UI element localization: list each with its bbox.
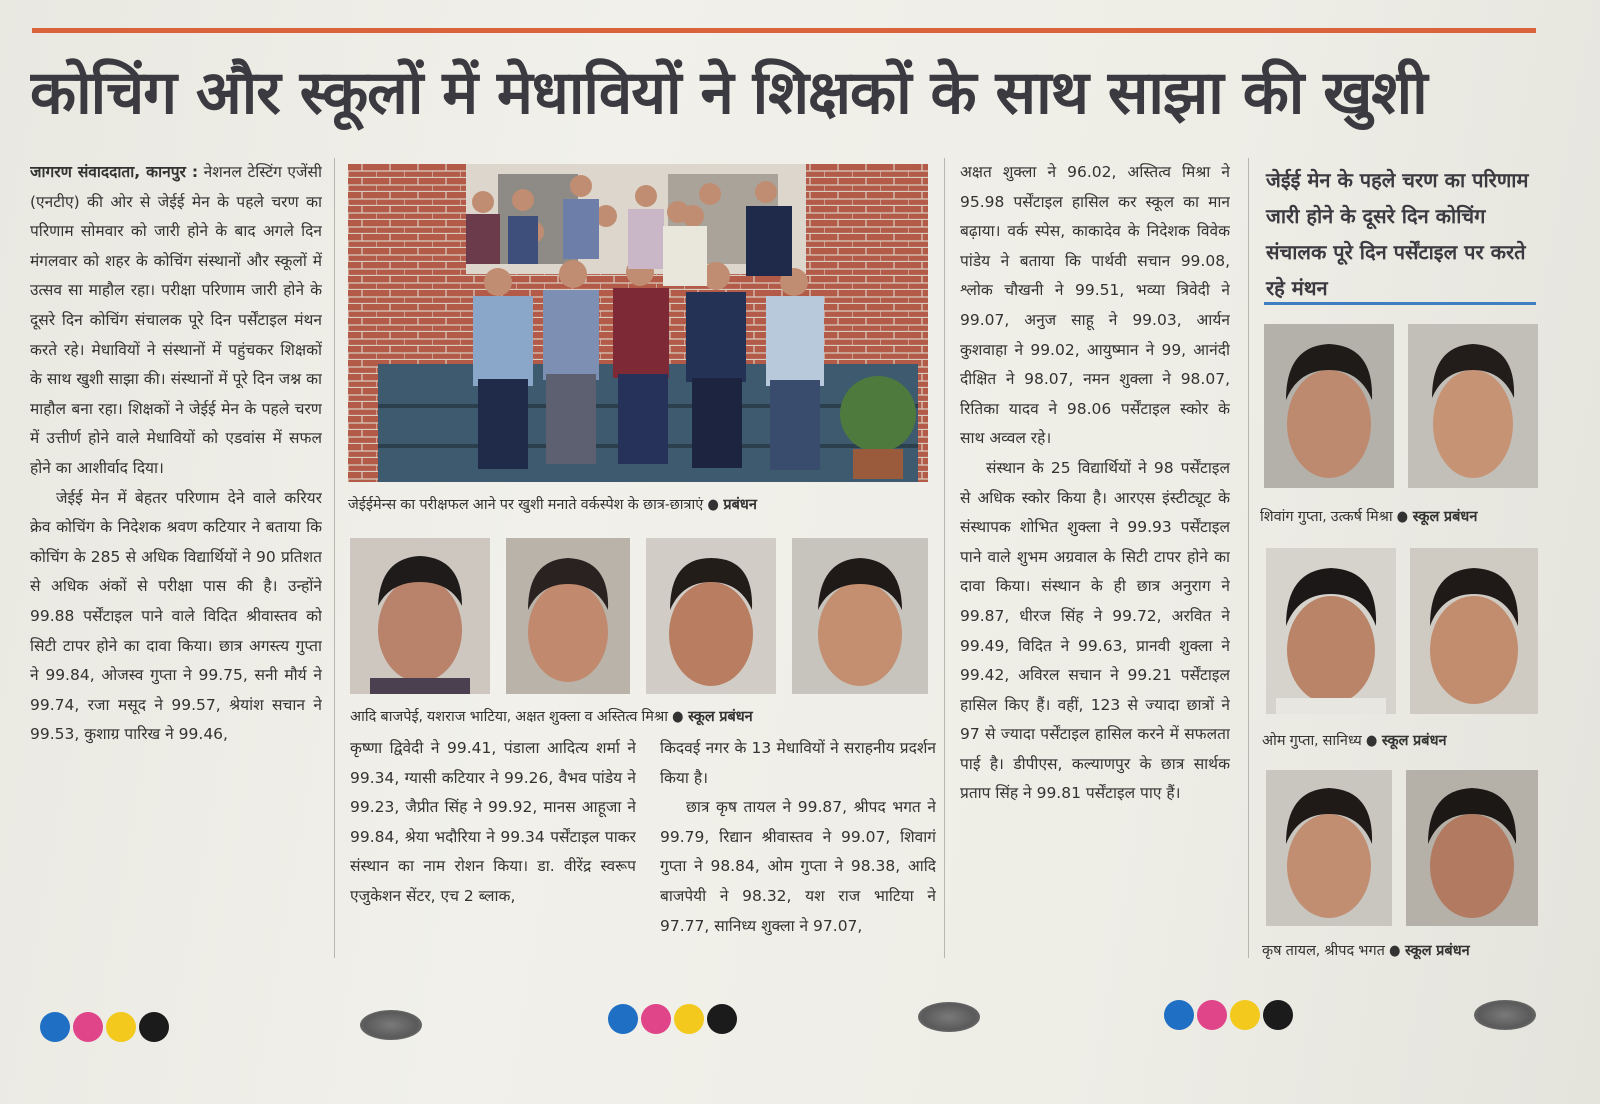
article-column-4 xyxy=(960,158,1230,978)
black-dot xyxy=(707,1004,737,1034)
portrait-caption xyxy=(1260,506,1477,526)
paragraph: छात्र कृष तायल ने 99.87, श्रीपद भगत ने 99.79, रिद्यान श्रीवास्तव ने 99.07, शिवागं गुप्ता ने 98.84, ओम गुप्ता ने 98.38, आदि बाजपेयी ने 98.32, यश राज भाटिया ने 97.77, सानिध्य शुक्ला ने 97.07, xyxy=(660,798,936,935)
group-photo-caption xyxy=(348,494,757,514)
sidebar-headline: जेईई मेन के पहले चरण का परिणाम जारी होने के दूसरे दिन कोचिंग संचालक पूरे दिन पर्सेंटाइल पर करते रहे मंथन xyxy=(1266,168,1529,300)
yellow-dot xyxy=(1230,1000,1260,1030)
yellow-dot xyxy=(674,1004,704,1034)
portrait-photo xyxy=(1264,324,1394,488)
photo-credit: ● स्कूल प्रबंधन xyxy=(1389,943,1470,959)
portrait-photo xyxy=(1406,770,1538,926)
portrait-photo xyxy=(1266,548,1396,714)
photo-credit: ● स्कूल प्रबंधन xyxy=(672,709,753,725)
article-column-3a xyxy=(350,734,636,974)
top-rule xyxy=(32,28,1536,33)
sidebar-rule xyxy=(1264,302,1536,305)
yellow-dot xyxy=(106,1012,136,1042)
paragraph: जेईई मेन में बेहतर परिणाम देने वाले करियर क्रेव कोचिंग के निदेशक श्रवण कटियार ने बताया कि कोचिंग के 285 से अधिक विद्यार्थियों ने 90 प्रतिशत से अधिक अंकों से परीक्षा पास की है। उन्होंने 99.88 पर्सेंटाइल पाने वाले विदित श्रीवास्तव को सिटी टापर होने का दावा किया। छात्र अगस्त्य गुप्ता ने 99.84, ओजस्व गुप्ता ने 99.75, सनी मौर्य ने 99.74, रजा मसूद ने 99.57, श्रेयांश सचान ने 99.53, कुशाग्र पारिख ने 99.46, xyxy=(30,488,322,744)
portrait-photo xyxy=(1266,770,1392,926)
portrait-photo xyxy=(792,538,928,694)
portrait-photo xyxy=(646,538,776,694)
paragraph: नेशनल टेस्टिंग एजेंसी (एनटीए) की ओर से जेईई मेन के पहले चरण का परिणाम सोमवार को जारी होने के बाद अगले दिन मंगलवार को शहर के कोचिंग संस्थानों और स्कूलों में उत्सव सा माहौल रहा। परीक्षा परिणाम जारी होने के दूसरे दिन कोचिंग संचालक पूरे दिन पर्सेंटाइल मंथन करते रहे। मेधावियों ने संस्थानों में पहुंचकर शिक्षकों के साथ खुशी साझा की। संस्थानों में पूरे दिन जश्न का माहौल बना रहा। शिक्षकों ने जेईई मेन के पहले चरण में उत्तीर्ण होने वाले मेधावियों को एडवांस में सफल होने का आशीर्वाद दिया। xyxy=(30,163,322,477)
photo-credit: ● प्रबंधन xyxy=(707,497,757,513)
group-photo xyxy=(348,164,928,482)
caption-text: जेईईमेन्स का परीक्षफल आने पर खुशी मनाते वर्कस्पेश के छात्र-छात्राएं xyxy=(348,497,704,513)
registration-mark xyxy=(360,1010,422,1040)
paragraph: संस्थान के 25 विद्यार्थियों ने 98 पर्सेंटाइल से अधिक स्कोर किया है। आरएस इंस्टीट्यूट के संस्थापक शोभित शुक्ला ने 99.93 पर्सेंटाइल पाने वाले शुभम अग्रवाल के सिटी टापर होने का दावा किया। संस्थान के ही छात्र अनुराग ने 99.87, धीरज सिंह ने 99.72, अरवित ने 99.49, विदित ने 99.63, प्रानवी शुक्ला ने 99.42, अविरल सचान ने 99.21 पर्सेंटाइल हासिल किए हैं। वहीं, 123 से ज्यादा छात्रों ने 97 से ज्यादा पर्सेंटाइल हासिल करने में सफलता पाई है। डीपीएस, कल्याणपुर के छात्र सार्थक प्रताप सिंह ने 99.81 पर्सेंटाइल पाए हैं। xyxy=(960,458,1230,803)
registration-mark xyxy=(918,1002,980,1032)
paragraph: कृष्णा द्विवेदी ने 99.41, पंडाला आदित्य शर्मा ने 99.34, ग्यासी कटियार ने 99.26, वैभव पांडेय ने 99.23, जैप्रीत सिंह ने 99.92, मानस आहूजा ने 99.84, श्रेया भदौरिया ने 99.34 पर्सेंटाइल पाकर संस्थान का नाम रोशन किया। डा. वीरेंद्र स्वरूप एजुकेशन सेंटर, एच 2 ब्लाक, xyxy=(350,739,636,905)
paragraph: किदवई नगर के 13 मेधावियों ने सराहनीय प्रदर्शन किया है। xyxy=(660,739,936,787)
registration-dots xyxy=(40,1012,169,1042)
portrait-caption xyxy=(1262,940,1470,960)
dateline: जागरण संवाददाता, कानपुर : xyxy=(30,163,199,181)
black-dot xyxy=(1263,1000,1293,1030)
caption-text: आदि बाजपेई, यशराज भाटिया, अक्षत शुक्ला व अस्तित्व मिश्रा xyxy=(350,709,668,725)
article-column-1 xyxy=(30,158,322,978)
article-column-3b xyxy=(660,734,936,974)
cyan-dot xyxy=(1164,1000,1194,1030)
paragraph: अक्षत शुक्ला ने 96.02, अस्तित्व मिश्रा ने 95.98 पर्सेंटाइल हासिल कर स्कूल का मान बढ़ाया। वर्क स्पेस, काकादेव के निदेशक विवेक पांडेय ने बताया कि पार्थवी सचान 99.08, श्लोक चौखनी ने 99.51, भव्या त्रिवेदी ने 99.07, अनुज साहू ने 99.03, आर्यन कुशवाहा ने 99.02, आयुष्मान ने 99, आनंदी दीक्षित ने 98.07, नमन शुक्ला ने 98.07, रितिका यादव ने 98.06 पर्सेंटाइल स्कोर के साथ अव्वल रहे। xyxy=(960,163,1230,448)
black-dot xyxy=(139,1012,169,1042)
magenta-dot xyxy=(641,1004,671,1034)
registration-dots xyxy=(1164,1000,1293,1030)
registration-mark xyxy=(1474,1000,1536,1030)
portrait-photo xyxy=(1408,324,1538,488)
cyan-dot xyxy=(40,1012,70,1042)
portrait-photo xyxy=(350,538,490,694)
photo-credit: ● स्कूल प्रबंधन xyxy=(1365,733,1447,749)
portrait-caption xyxy=(1262,730,1447,750)
magenta-dot xyxy=(73,1012,103,1042)
caption-text: ओम गुप्ता, सानिध्य xyxy=(1262,733,1362,749)
portrait-photo xyxy=(1410,548,1538,714)
headline: कोचिंग और स्कूलों में मेधावियों ने शिक्षकों के साथ साझा की खुशी xyxy=(30,58,1427,128)
portrait-row-caption xyxy=(350,706,753,726)
caption-text: शिवांग गुप्ता, उत्कर्ष मिश्रा xyxy=(1260,509,1393,525)
registration-dots xyxy=(608,1004,737,1034)
column-divider xyxy=(334,158,335,958)
magenta-dot xyxy=(1197,1000,1227,1030)
cyan-dot xyxy=(608,1004,638,1034)
photo-credit: ● स्कूल प्रबंधन xyxy=(1396,509,1478,525)
portrait-photo xyxy=(506,538,630,694)
caption-text: कृष तायल, श्रीपद भगत xyxy=(1262,943,1385,959)
column-divider xyxy=(944,158,945,958)
column-divider xyxy=(1248,158,1249,958)
